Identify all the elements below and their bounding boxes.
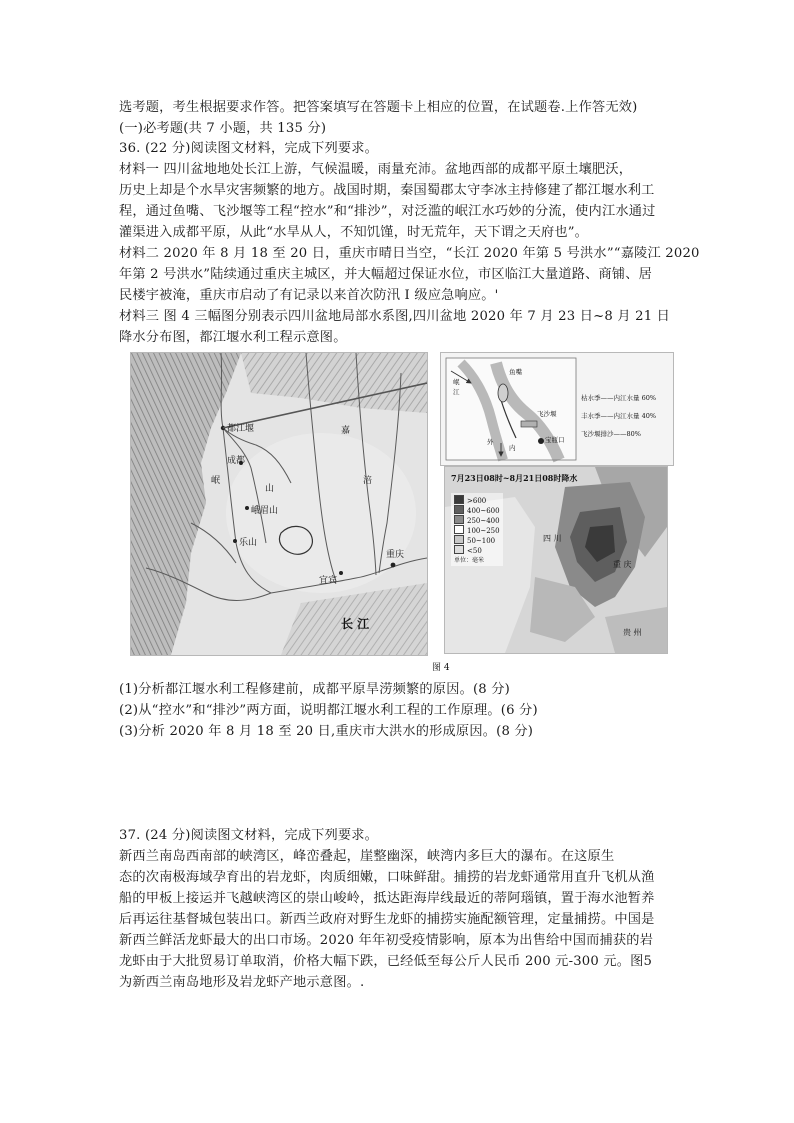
q36-question-3: (3)分析 2020 年 8 月 18 至 20 日,重庆市大洪水的形成原因。(8 分) bbox=[119, 724, 534, 739]
q36-title: 36. (22 分)阅读图文材料，完成下列要求。 bbox=[119, 141, 379, 156]
material1-line-2: 历史上却是个水旱灾害频繁的地方。战国时期，秦国蜀郡太守李冰主持修建了都江堰水利工 bbox=[119, 183, 655, 198]
label-shan: 山 bbox=[265, 484, 275, 494]
legend-swatch bbox=[454, 515, 464, 524]
material2-line-2: 年第 2 号洪水”陆续通过重庆主城区，并大幅超过保证水位，市区临江大量道路、商铺、居 bbox=[119, 267, 653, 282]
q37-line-6: 龙虾由于大批贸易订单取消，价格大幅下跌，已经低至每公斤人民币 200 元-300 元。图5 bbox=[119, 954, 653, 969]
rain-label-guizhou: 贵 州 bbox=[623, 628, 642, 637]
material3-line-2: 降水分布图，都江堰水利工程示意图。 bbox=[119, 330, 347, 345]
legend-item bbox=[454, 495, 500, 505]
legend-label: >600 bbox=[467, 497, 487, 505]
legend-swatch bbox=[454, 545, 464, 554]
q36-question-1: (1)分析都江堰水利工程修建前，成都平原旱涝频繁的原因。(8 分) bbox=[119, 682, 511, 697]
q36-question-2: (2)从“控水”和“排沙”两方面，说明都江堰水利工程的工作原理。(6 分) bbox=[119, 703, 538, 718]
q37-line-1: 新西兰南岛西南部的峡湾区，峰峦叠起，崖整幽深，峡湾内多巨大的瀑布。在这原生 bbox=[119, 849, 615, 864]
material3-line-1: 材料三 图 4 三幅图分别表示四川盆地局部水系图,四川盆地 2020 年 7 月 23 日~8 月 21 日 bbox=[119, 309, 671, 324]
legend-label: <50 bbox=[467, 547, 482, 555]
label-leshan: 乐山 bbox=[239, 538, 258, 548]
label-chongqing: 重庆 bbox=[386, 550, 405, 560]
rainfall-legend bbox=[451, 493, 503, 566]
label-min: 岷 bbox=[211, 476, 221, 486]
legend-label: 400~600 bbox=[467, 507, 500, 515]
legend-swatch bbox=[454, 535, 464, 544]
q37-line-4: 后再运往基督城包装出口。新西兰政府对野生龙虾的捕捞实施配额管理，定量捕捞。中国是 bbox=[119, 912, 655, 927]
label-feishayan: 飞沙堰 bbox=[537, 410, 557, 418]
scheme-legend-2: 丰水季——内江水量 40% bbox=[581, 412, 657, 420]
label-baopingkou: 宝瓶口 bbox=[545, 436, 565, 444]
label-chengdu: 成都 bbox=[227, 456, 246, 466]
legend-swatch bbox=[454, 495, 464, 504]
material2-line-3: 民楼宇被淹，重庆市启动了有记录以来首次防汛 I 级应急响应。' bbox=[119, 288, 499, 303]
label-min-river: 岷 bbox=[453, 378, 460, 386]
instruction-line: 选考题，考生根据要求作答。把答案填写在答题卡上相应的位置，在试题卷.上作答无效) bbox=[119, 100, 638, 115]
q37-title: 37. (24 分)阅读图文材料，完成下列要求。 bbox=[119, 828, 379, 843]
rainfall-map bbox=[444, 466, 668, 654]
material1-line-3: 程，通过鱼嘴、飞沙堰等工程“控水”和“排沙”，对泛滥的岷江水巧妙的分流，使内江水通过 bbox=[119, 204, 656, 219]
rain-label-chongqing: 重 庆 bbox=[613, 560, 632, 569]
material1-line-1: 材料一 四川盆地地处长江上游，气候温暖，雨量充沛。盆地西部的成都平原土壤肥沃， bbox=[119, 162, 633, 177]
legend-unit: 单位：毫米 bbox=[454, 557, 485, 564]
figure-caption: 图 4 bbox=[432, 663, 450, 673]
legend-item bbox=[454, 515, 500, 525]
legend-item bbox=[454, 535, 500, 545]
rainfall-title: 7月23日08时~8月21日08时降水 bbox=[451, 473, 578, 483]
scheme-legend-3: 飞沙堰排沙——80% bbox=[581, 430, 641, 438]
label-fu: 涪 bbox=[363, 476, 373, 486]
material2-line-1: 材料二 2020 年 8 月 18 至 20 日，重庆市晴日当空，“长江 2020 年第 5 号洪水”“嘉陵江 2020 bbox=[119, 246, 700, 261]
q37-line-7: 为新西兰南岛地形及岩龙虾产地示意图。. bbox=[119, 975, 365, 990]
legend-item bbox=[454, 525, 500, 535]
label-jialing: 嘉 bbox=[341, 426, 351, 436]
label-changjiang: 长 江 bbox=[341, 617, 370, 631]
label-dujiangyan: 都江堰 bbox=[227, 424, 255, 434]
q37-line-5: 新西兰鲜活龙虾最大的出口市场。2020 年年初受疫情影响，原本为出售给中国而捕获的岩 bbox=[119, 933, 654, 948]
rain-label-sichuan: 四 川 bbox=[543, 534, 562, 543]
label-neijiang: 内 bbox=[509, 444, 516, 452]
legend-label: 250~400 bbox=[467, 517, 500, 525]
section-heading: (一)必考题(共 7 小题，共 135 分) bbox=[119, 121, 327, 136]
scheme-legend-1: 枯水季——内江水量 60% bbox=[581, 394, 657, 402]
label-waijiang: 外 bbox=[487, 438, 494, 446]
legend-label: 50~100 bbox=[467, 537, 496, 545]
terrain-relief bbox=[131, 353, 427, 655]
sichuan-water-system-map bbox=[130, 352, 428, 656]
legend-item bbox=[454, 505, 500, 515]
label-jiang: 江 bbox=[453, 388, 460, 396]
q37-line-2: 态的次南极海域孕育出的岩龙虾，肉质细嫩，口味鲜甜。捕捞的岩龙虾通常用直升飞机从渔 bbox=[119, 870, 655, 885]
legend-item bbox=[454, 545, 500, 555]
material1-line-4: 灌渠进入成都平原，从此“水旱从人，不知饥馑，时无荒年，天下谓之天府也”。 bbox=[119, 225, 589, 240]
legend-label: 100~250 bbox=[467, 527, 500, 535]
label-yibin: 宜宾 bbox=[319, 576, 338, 586]
label-emeishan: 峨眉山 bbox=[251, 506, 279, 516]
legend-swatch bbox=[454, 505, 464, 514]
legend-swatch bbox=[454, 525, 464, 534]
dujiangyan-scheme bbox=[440, 352, 674, 466]
q37-line-3: 船的甲板上接运并飞越峡湾区的崇山峻岭，抵达距海岸线最近的蒂阿瑙镇，置于海水池暂养 bbox=[119, 891, 655, 906]
scheme-drawing bbox=[441, 353, 673, 465]
label-yuzui: 鱼嘴 bbox=[509, 368, 522, 376]
